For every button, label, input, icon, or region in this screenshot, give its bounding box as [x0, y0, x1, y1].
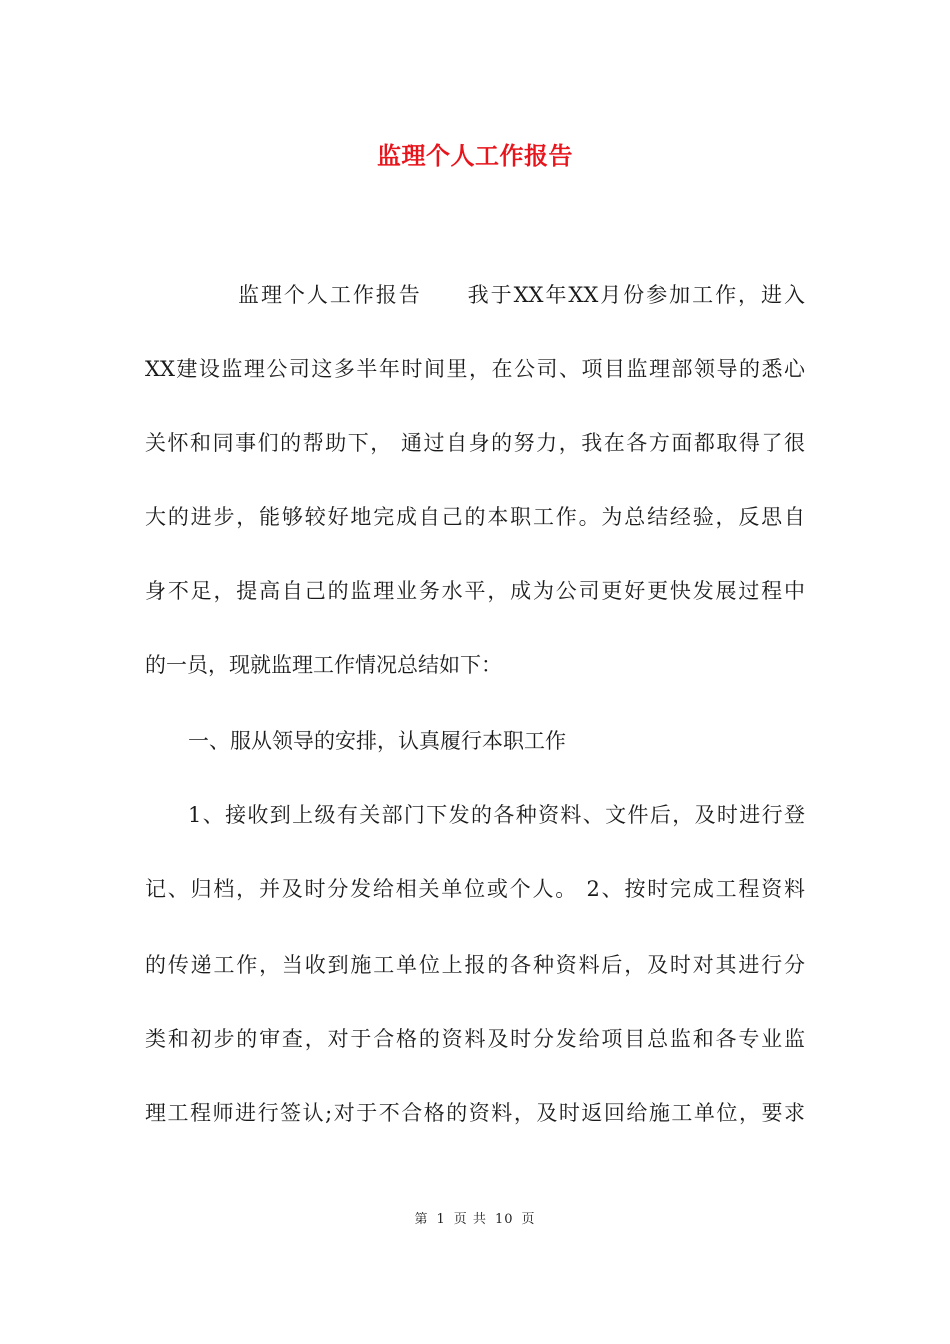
- footer-middle: 页 共: [453, 1212, 487, 1227]
- page-footer: [0, 1208, 950, 1227]
- body-line: 理工程师进行签认;对于不合格的资料，及时返回给施工单位，要求: [145, 1101, 805, 1125]
- document-title: 监理个人工作报告: [377, 141, 573, 170]
- footer-current-page: 1: [436, 1212, 446, 1227]
- body-line: 的一员，现就监理工作情况总结如下：: [145, 653, 502, 677]
- section-heading: 一、服从领导的安排，认真履行本职工作: [188, 729, 566, 753]
- body-line: 1、接收到上级有关部门下发的各种资料、文件后，及时进行登: [188, 803, 805, 827]
- footer-prefix: 第: [414, 1212, 429, 1227]
- body-line: 记、归档，并及时分发给相关单位或个人。 2、按时完成工程资料: [145, 877, 805, 901]
- body-line: 大的进步，能够较好地完成自己的本职工作。为总结经验，反思自: [145, 505, 805, 529]
- body-line: 关怀和同事们的帮助下， 通过自身的努力，我在各方面都取得了很: [145, 431, 805, 455]
- body-line: 的传递工作，当收到施工单位上报的各种资料后，及时对其进行分: [145, 953, 805, 977]
- footer-total-pages: 10: [494, 1212, 514, 1227]
- body-line: 身不足，提高自己的监理业务水平，成为公司更好更快发展过程中: [145, 579, 805, 603]
- body-line: 类和初步的审查，对于合格的资料及时分发给项目总监和各专业监: [145, 1027, 805, 1051]
- footer-suffix: 页: [521, 1212, 536, 1227]
- body-line: 监理个人工作报告 我于XX年XX月份参加工作，进入: [238, 283, 805, 307]
- body-line: XX建设监理公司这多半年时间里，在公司、项目监理部领导的悉心: [145, 357, 805, 381]
